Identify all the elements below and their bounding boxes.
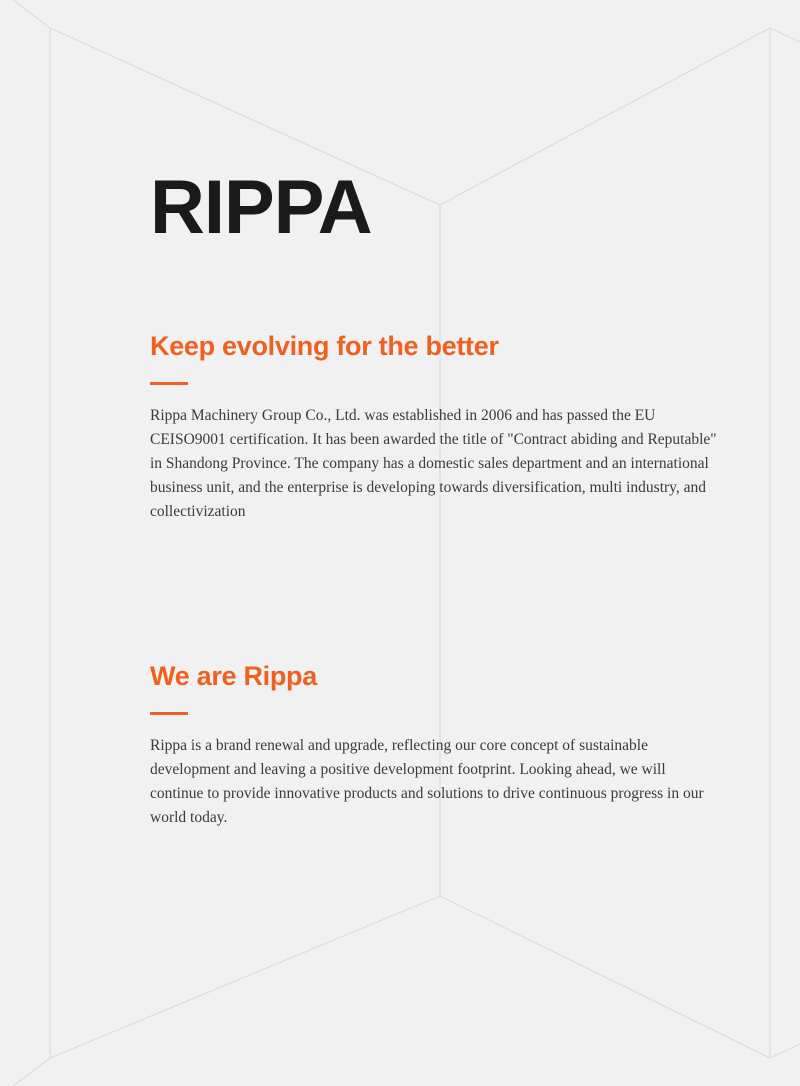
content-column <box>150 0 750 1086</box>
section-body: Rippa Machinery Group Co., Ltd. was established in 2006 and has passed the EU CEISO9001 certification. It has been awarded the title of "Contract abiding and Reputable" in Shandong Province. The company has a domestic sales department and an international business unit, and the enterprise is developing towards diversification, multi industry, and collectivization <box>150 407 717 521</box>
brand-logo: RIPPA <box>150 165 372 250</box>
section-keep-evolving <box>150 330 730 540</box>
section-we-are-rippa <box>150 660 730 846</box>
section-title: We are Rippa <box>150 661 317 691</box>
accent-rule <box>150 712 188 715</box>
accent-rule <box>150 382 188 385</box>
section-body: Rippa is a brand renewal and upgrade, reflecting our core concept of sustainable development and leaving a positive development footprint. Looking ahead, we will continue to provide innovative products and solutions to drive continuous progress in our world today. <box>150 737 704 827</box>
section-title: Keep evolving for the better <box>150 331 499 361</box>
